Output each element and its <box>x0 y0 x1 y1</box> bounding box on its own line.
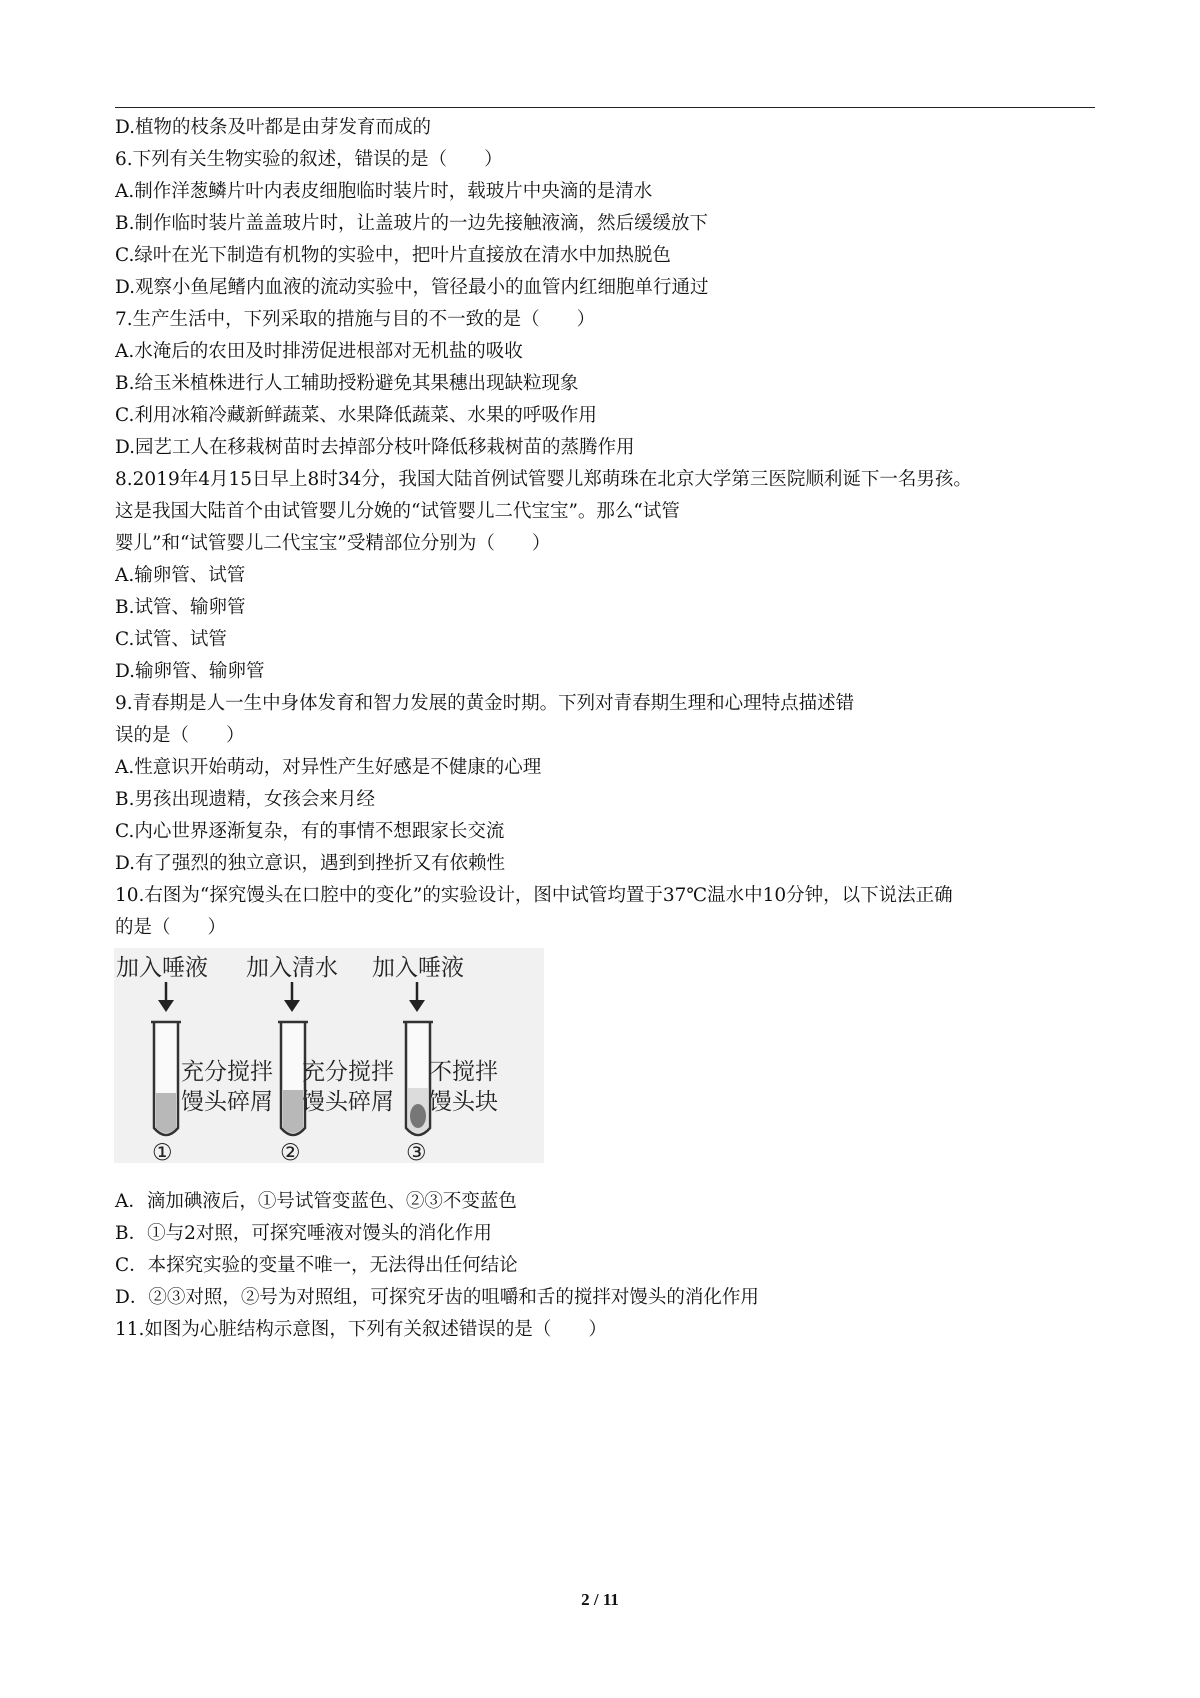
tube-1-number: ① <box>152 1140 173 1163</box>
tube-1-contents <box>156 1093 176 1133</box>
tube-3-side-label-1: 不搅拌 <box>429 1059 498 1085</box>
question-6-stem: 6.下列有关生物实验的叙述，错误的是（ ） <box>115 149 503 170</box>
question-text <box>115 112 1105 944</box>
tube-2-side-label-2: 馒头碎屑 <box>302 1089 394 1115</box>
header-rule <box>115 107 1095 108</box>
question-8-stem: 8.2019年4月15日早上8时34分，我国大陆首例试管婴儿郑萌珠在北京大学第三医院顺利诞下一名男孩。 <box>115 469 972 490</box>
option-line: C.绿叶在光下制造有机物的实验中，把叶片直接放在清水中加热脱色 <box>115 245 671 266</box>
option-line: D.园艺工人在移栽树苗时去掉部分枝叶降低移栽树苗的蒸腾作用 <box>115 437 635 458</box>
question-9-stem: 9.青春期是人一生中身体发育和智力发展的黄金时期。下列对青春期生理和心理特点描述错 <box>115 693 855 714</box>
tube-3-side-label-2: 馒头块 <box>429 1089 498 1115</box>
question-10-stem-cont: 的是（ ） <box>115 917 227 938</box>
option-line: B.制作临时装片盖盖玻片时，让盖玻片的一边先接触液滴，然后缓缓放下 <box>115 213 708 234</box>
option-b: B．①与2对照，可探究唾液对馒头的消化作用 <box>115 1223 492 1244</box>
option-c: C．本探究实验的变量不唯一，无法得出任何结论 <box>115 1255 518 1276</box>
question-7-stem: 7.生产生活中，下列采取的措施与目的不一致的是（ ） <box>115 309 596 330</box>
option-line: D.有了强烈的独立意识，遇到到挫折又有依赖性 <box>115 853 506 874</box>
tube-3-top-label: 加入唾液 <box>372 955 464 981</box>
question-11-stem: 11.如图为心脏结构示意图，下列有关叙述错误的是（ ） <box>115 1319 607 1340</box>
option-line: A.制作洋葱鳞片叶内表皮细胞临时装片时，载玻片中央滴的是清水 <box>115 181 653 202</box>
tube-2-contents <box>283 1090 303 1133</box>
option-line: D.输卵管、输卵管 <box>115 661 265 682</box>
tube-1-side-label-1: 充分搅拌 <box>181 1059 273 1085</box>
option-a: A．滴加碘液后，①号试管变蓝色、②③不变蓝色 <box>115 1191 517 1212</box>
question-10-options <box>115 1186 1105 1346</box>
option-line: B.给玉米植株进行人工辅助授粉避免其果穗出现缺粒现象 <box>115 373 579 394</box>
tube-1-side-label-2: 馒头碎屑 <box>181 1089 273 1115</box>
bread-chunk <box>410 1104 426 1128</box>
tube-2-side-label-1: 充分搅拌 <box>302 1059 394 1085</box>
question-8-stem-cont: 婴儿”和“试管婴儿二代宝宝”受精部位分别为（ ） <box>115 533 551 554</box>
experiment-figure <box>114 948 544 1163</box>
tube-3-number: ③ <box>406 1140 427 1163</box>
question-8-stem-cont: 这是我国大陆首个由试管婴儿分娩的“试管婴儿二代宝宝”。那么“试管 <box>115 501 680 522</box>
option-line: B.男孩出现遗精，女孩会来月经 <box>115 789 375 810</box>
option-line: A.输卵管、试管 <box>115 565 246 586</box>
option-d: D．②③对照，②号为对照组，可探究牙齿的咀嚼和舌的搅拌对馒头的消化作用 <box>115 1287 759 1308</box>
option-line: A.水淹后的农田及时排涝促进根部对无机盐的吸收 <box>115 341 523 362</box>
option-line: C.利用冰箱冷藏新鲜蔬菜、水果降低蔬菜、水果的呼吸作用 <box>115 405 597 426</box>
option-line: A.性意识开始萌动，对异性产生好感是不健康的心理 <box>115 757 542 778</box>
option-line: C.内心世界逐渐复杂，有的事情不想跟家长交流 <box>115 821 505 842</box>
tube-1-top-label: 加入唾液 <box>116 955 208 981</box>
option-line: D.观察小鱼尾鳍内血液的流动实验中，管径最小的血管内红细胞单行通过 <box>115 277 709 298</box>
text-line: D.植物的枝条及叶都是由芽发育而成的 <box>115 117 432 138</box>
tube-2-top-label: 加入清水 <box>246 955 338 981</box>
question-10-stem: 10.右图为“探究馒头在口腔中的变化”的实验设计，图中试管均置于37℃温水中10分钟，以下说法正确 <box>115 885 953 906</box>
question-9-stem-cont: 误的是（ ） <box>115 725 245 746</box>
page-number: 2 / 11 <box>581 1590 619 1609</box>
option-line: B.试管、输卵管 <box>115 597 246 618</box>
option-line: C.试管、试管 <box>115 629 227 650</box>
tube-2-number: ② <box>280 1140 301 1163</box>
